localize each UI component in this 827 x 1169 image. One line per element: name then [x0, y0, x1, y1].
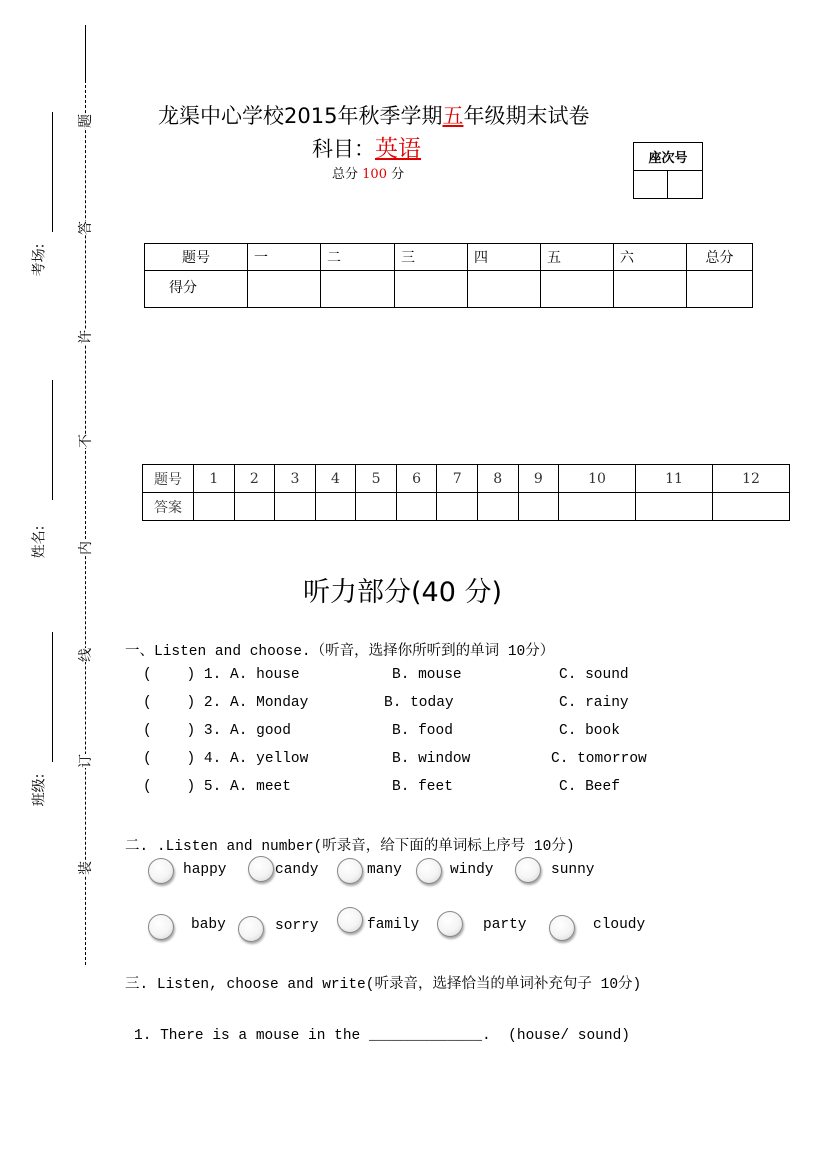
q2-word: sunny: [551, 862, 595, 878]
total-value: 100: [362, 167, 387, 182]
number-circle[interactable]: [148, 914, 174, 940]
answer-row-label: 答案: [143, 493, 194, 521]
seat-label: 座次号: [634, 143, 703, 171]
title-term: 年秋季学期: [337, 104, 443, 128]
margin-char-6: 线: [78, 648, 94, 662]
q1-item-1-c: C. sound: [559, 667, 629, 683]
margin-char-7: 订: [78, 754, 94, 768]
title-grade: 五: [442, 104, 464, 128]
margin-char-3: 许: [78, 330, 94, 344]
subject-line: [312, 130, 421, 163]
q1-item-2-c: C. rainy: [559, 695, 629, 711]
answer-number: 9: [518, 465, 559, 493]
exam-title: [158, 100, 589, 130]
answer-cell[interactable]: [713, 493, 790, 521]
q2-word: many: [367, 862, 402, 878]
q2-word: party: [483, 917, 527, 933]
q1-item-4-a: ( ) 4. A. yellow: [143, 751, 309, 767]
answer-number: 12: [713, 465, 790, 493]
name-label: 姓名:: [31, 525, 48, 559]
q2-word: windy: [450, 862, 494, 878]
q1-item-5-c: C. Beef: [559, 779, 620, 795]
margin-dashed-line: [85, 80, 86, 965]
q2-word: candy: [275, 862, 319, 878]
number-circle[interactable]: [549, 915, 575, 941]
total-label: 总分: [332, 167, 359, 182]
q1-item-3-c: C. book: [559, 723, 620, 739]
answer-cell[interactable]: [636, 493, 713, 521]
number-circle[interactable]: [416, 858, 442, 884]
answer-number: 10: [559, 465, 636, 493]
q1-item-1-b: B. mouse: [392, 667, 462, 683]
q1-item-5-b: B. feet: [392, 779, 453, 795]
score-header: 总分: [687, 244, 753, 271]
section-title: 听力部分(40 分): [303, 577, 503, 608]
subject-value: 英语: [375, 136, 421, 162]
q2-word: baby: [191, 917, 226, 933]
score-header: 二: [321, 244, 395, 271]
answer-number: 11: [636, 465, 713, 493]
title-year: 2015: [284, 104, 338, 128]
score-cell[interactable]: [541, 271, 614, 308]
q3-title: 三. Listen, choose and write(听录音，选择恰当的单词补充句子 10分): [125, 977, 642, 993]
score-cell[interactable]: [687, 271, 753, 308]
class-label: 班级:: [31, 773, 48, 807]
number-circle[interactable]: [238, 916, 264, 942]
q1-title: 一、Listen and choose.（听音，选择你所听到的单词 10分）: [125, 644, 555, 660]
score-row-label: 得分: [145, 271, 248, 308]
answer-cell[interactable]: [356, 493, 397, 521]
score-header: 六: [614, 244, 687, 271]
total-score: [332, 163, 404, 182]
number-circle[interactable]: [337, 907, 363, 933]
score-header: 一: [248, 244, 321, 271]
score-cell[interactable]: [321, 271, 395, 308]
answer-cell[interactable]: [275, 493, 316, 521]
subject-label: 科目：: [312, 137, 375, 161]
answer-number: 3: [275, 465, 316, 493]
q1-item-2-b: B. today: [384, 695, 454, 711]
name-underline: [52, 380, 53, 500]
answer-number: 2: [234, 465, 275, 493]
seat-table: [633, 142, 703, 199]
title-suffix: 年级期末试卷: [463, 104, 590, 128]
q2-title: 二. .Listen and number(听录音，给下面的单词标上序号 10分): [125, 839, 575, 855]
answer-cell[interactable]: [194, 493, 235, 521]
answer-number: 7: [437, 465, 478, 493]
answer-cell[interactable]: [437, 493, 478, 521]
total-unit: 分: [391, 167, 405, 182]
room-label: 考场:: [31, 243, 48, 277]
class-underline: [52, 632, 53, 762]
score-table: [144, 243, 753, 308]
title-school: 龙渠中心学校: [158, 104, 284, 128]
answer-header-label: 题号: [143, 465, 194, 493]
number-circle[interactable]: [148, 858, 174, 884]
score-cell[interactable]: [248, 271, 321, 308]
answer-number: 6: [396, 465, 437, 493]
room-underline: [52, 112, 53, 232]
score-cell[interactable]: [614, 271, 687, 308]
score-header: 五: [541, 244, 614, 271]
q2-word: happy: [183, 862, 227, 878]
score-header: 题号: [145, 244, 248, 271]
number-circle[interactable]: [515, 857, 541, 883]
number-circle[interactable]: [248, 856, 274, 882]
q2-word: family: [367, 917, 420, 933]
answer-cell[interactable]: [396, 493, 437, 521]
answer-cell[interactable]: [234, 493, 275, 521]
answer-cell[interactable]: [477, 493, 518, 521]
answer-cell[interactable]: [315, 493, 356, 521]
margin-char-8: 装: [78, 861, 94, 875]
answer-number: 4: [315, 465, 356, 493]
score-header: 四: [468, 244, 541, 271]
score-header: 三: [395, 244, 468, 271]
seat-cell[interactable]: [668, 171, 703, 199]
q1-item-4-c: C. tomorrow: [551, 751, 647, 767]
q1-item-3-a: ( ) 3. A. good: [143, 723, 291, 739]
q1-item-3-b: B. food: [392, 723, 453, 739]
seat-cell[interactable]: [634, 171, 668, 199]
q2-word: sorry: [275, 918, 319, 934]
answer-number: 5: [356, 465, 397, 493]
margin-char-1: 题: [78, 114, 94, 128]
margin-char-2: 答: [78, 221, 94, 235]
margin-line: [85, 25, 86, 80]
q2-word: cloudy: [593, 917, 646, 933]
score-cell[interactable]: [468, 271, 541, 308]
margin-char-4: 不: [78, 434, 94, 448]
score-cell[interactable]: [395, 271, 468, 308]
answer-table: [142, 464, 790, 521]
number-circle[interactable]: [437, 911, 463, 937]
q1-item-4-b: B. window: [392, 751, 471, 767]
margin-char-5: 内: [78, 541, 94, 555]
answer-cell[interactable]: [559, 493, 636, 521]
q1-item-5-a: ( ) 5. A. meet: [143, 779, 291, 795]
q1-item-1-a: ( ) 1. A. house: [143, 667, 300, 683]
q1-item-2-a: ( ) 2. A. Monday: [143, 695, 309, 711]
answer-number: 1: [194, 465, 235, 493]
number-circle[interactable]: [337, 858, 363, 884]
answer-cell[interactable]: [518, 493, 559, 521]
q3-item-1: 1. There is a mouse in the _____________. (house/ sound): [134, 1028, 630, 1044]
answer-number: 8: [477, 465, 518, 493]
